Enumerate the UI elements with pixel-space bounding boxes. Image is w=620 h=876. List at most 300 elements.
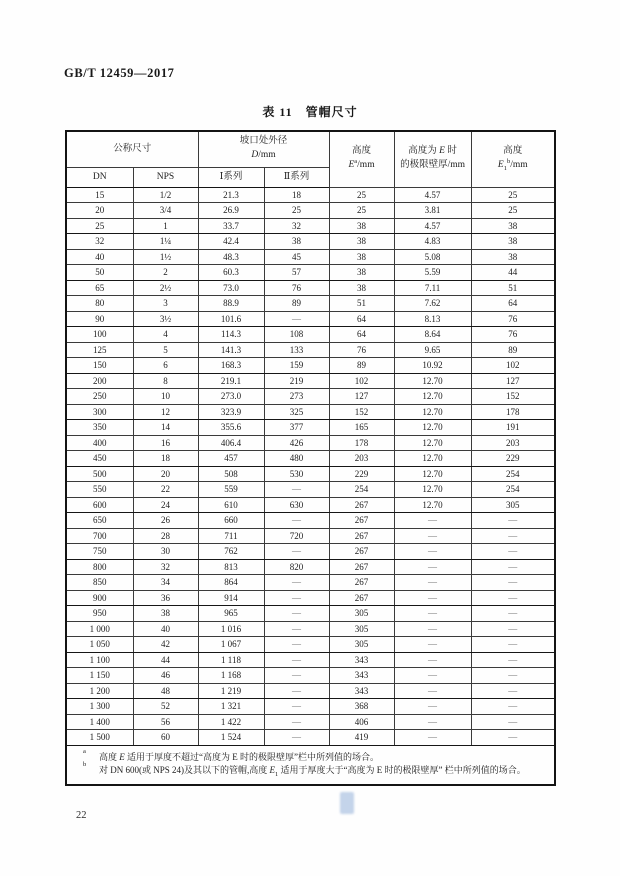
table-cell: 127: [329, 389, 394, 405]
table-cell: 6: [133, 358, 198, 374]
table-row: [66, 528, 555, 544]
table-cell: 406: [329, 714, 394, 730]
table-cell: 900: [66, 590, 133, 606]
table-cell: 38: [471, 218, 555, 234]
table-cell: 1 168: [198, 668, 264, 684]
table-cell: 12.70: [394, 466, 471, 482]
table-cell: —: [264, 590, 329, 606]
table-cell: 38: [329, 249, 394, 265]
table-row: [66, 451, 555, 467]
table-cell: 18: [264, 187, 329, 203]
table-row: [66, 373, 555, 389]
table-cell: —: [394, 544, 471, 560]
table-cell: —: [394, 606, 471, 622]
table-cell: 1½: [133, 249, 198, 265]
col-header-nominal-size: 公称尺寸: [66, 131, 198, 167]
table-cell: 1 118: [198, 652, 264, 668]
table-cell: 508: [198, 466, 264, 482]
table-cell: 850: [66, 575, 133, 591]
table-cell: —: [264, 606, 329, 622]
height-e1-unit: $E_1^b/mm$: [497, 158, 528, 173]
table-row: [66, 714, 555, 730]
table-cell: 300: [66, 404, 133, 420]
bevel-od-label: 坡口处外径: [239, 136, 288, 147]
height-e-label: 高度: [352, 146, 372, 157]
table-row: [66, 466, 555, 482]
table-cell: 305: [329, 606, 394, 622]
table-cell: 60: [133, 730, 198, 746]
table-row: [66, 668, 555, 684]
table-cell: 267: [329, 590, 394, 606]
table-cell: 76: [471, 327, 555, 343]
table-cell: 1/2: [133, 187, 198, 203]
table-cell: 950: [66, 606, 133, 622]
table-cell: —: [471, 714, 555, 730]
table-cell: 457: [198, 451, 264, 467]
table-cell: 914: [198, 590, 264, 606]
table-row: [66, 513, 555, 529]
table-cell: —: [471, 559, 555, 575]
table-row: [66, 187, 555, 203]
table-cell: 46: [133, 668, 198, 684]
table-cell: 450: [66, 451, 133, 467]
table-row: [66, 699, 555, 715]
table-body: [66, 187, 555, 745]
table-cell: 56: [133, 714, 198, 730]
table-cell: 25: [329, 203, 394, 219]
table-cell: 219: [264, 373, 329, 389]
table-cell: 864: [198, 575, 264, 591]
table-cell: 325: [264, 404, 329, 420]
table-row: [66, 389, 555, 405]
table-cell: —: [394, 668, 471, 684]
table-cell: —: [394, 575, 471, 591]
table-cell: 45: [264, 249, 329, 265]
watermark-blue-smudge: [340, 792, 354, 814]
table-cell: 89: [329, 358, 394, 374]
table-cell: 42: [133, 637, 198, 653]
table-cell: 1 524: [198, 730, 264, 746]
table-row: [66, 606, 555, 622]
table-cell: 660: [198, 513, 264, 529]
table-cell: 1 500: [66, 730, 133, 746]
table-cell: 3/4: [133, 203, 198, 219]
table-cell: 762: [198, 544, 264, 560]
table-cell: 800: [66, 559, 133, 575]
table-cell: 36: [133, 590, 198, 606]
table-cell: 38: [329, 234, 394, 250]
table-cell: 1 300: [66, 699, 133, 715]
table-cell: 530: [264, 466, 329, 482]
table-cell: 25: [66, 218, 133, 234]
table-cell: 3.81: [394, 203, 471, 219]
table-cell: 114.3: [198, 327, 264, 343]
table-cell: 12.70: [394, 404, 471, 420]
table-cell: 2½: [133, 280, 198, 296]
table-cell: 12.70: [394, 420, 471, 436]
table-cell: —: [394, 528, 471, 544]
table-cell: 127: [471, 373, 555, 389]
table-cell: 38: [471, 234, 555, 250]
table-cell: 711: [198, 528, 264, 544]
table-cell: 203: [329, 451, 394, 467]
dimensions-table: [65, 130, 556, 786]
table-cell: 323.9: [198, 404, 264, 420]
table-cell: 44: [133, 652, 198, 668]
table-cell: 273: [264, 389, 329, 405]
table-cell: —: [471, 668, 555, 684]
table-cell: 51: [471, 280, 555, 296]
table-row: [66, 280, 555, 296]
table-cell: 305: [329, 637, 394, 653]
table-cell: 5.59: [394, 265, 471, 281]
footnote-a: a 高度 E 适用于厚度不超过“高度为 E 时的极限壁厚”栏中所列值的场合。: [83, 747, 380, 762]
table-cell: —: [394, 730, 471, 746]
table-cell: 24: [133, 497, 198, 513]
table-cell: —: [471, 621, 555, 637]
table-cell: —: [471, 730, 555, 746]
table-cell: 76: [471, 311, 555, 327]
table-cell: —: [394, 590, 471, 606]
table-row: [66, 342, 555, 358]
table-cell: 25: [471, 203, 555, 219]
table-cell: 1: [133, 218, 198, 234]
table-cell: —: [471, 652, 555, 668]
table-cell: —: [264, 513, 329, 529]
table-row: [66, 637, 555, 653]
limit-thickness-line1: 高度为 E 时: [408, 146, 457, 157]
table-cell: 100: [66, 327, 133, 343]
table-cell: —: [471, 606, 555, 622]
table-cell: 12.70: [394, 451, 471, 467]
table-cell: —: [394, 559, 471, 575]
table-cell: 26: [133, 513, 198, 529]
table-cell: 273.0: [198, 389, 264, 405]
table-cell: 42.4: [198, 234, 264, 250]
standard-number: GB/T 12459—2017: [64, 66, 175, 80]
table-cell: 965: [198, 606, 264, 622]
table-cell: 20: [66, 203, 133, 219]
table-row: [66, 730, 555, 746]
table-cell: 9.65: [394, 342, 471, 358]
table-cell: 25: [329, 187, 394, 203]
page-number: 22: [76, 810, 87, 821]
table-cell: 8: [133, 373, 198, 389]
table-cell: 1 067: [198, 637, 264, 653]
table-cell: 191: [471, 420, 555, 436]
table-row: [66, 497, 555, 513]
table-cell: 90: [66, 311, 133, 327]
table-cell: 38: [133, 606, 198, 622]
table-cell: 1 400: [66, 714, 133, 730]
table-cell: 267: [329, 513, 394, 529]
table-row: [66, 621, 555, 637]
table-row: [66, 420, 555, 436]
table-cell: —: [471, 699, 555, 715]
table-cell: —: [394, 683, 471, 699]
table-cell: 65: [66, 280, 133, 296]
table-cell: 48: [133, 683, 198, 699]
table-cell: 650: [66, 513, 133, 529]
table-cell: 267: [329, 575, 394, 591]
table-cell: 38: [264, 234, 329, 250]
table-cell: 22: [133, 482, 198, 498]
table-cell: 1 016: [198, 621, 264, 637]
table-cell: 3: [133, 296, 198, 312]
table-cell: —: [471, 683, 555, 699]
table-cell: —: [264, 575, 329, 591]
col-header-height-e: [329, 131, 394, 187]
table-cell: 2: [133, 265, 198, 281]
table-cell: 89: [471, 342, 555, 358]
table-cell: 64: [329, 327, 394, 343]
table-cell: 343: [329, 652, 394, 668]
table-cell: 1 200: [66, 683, 133, 699]
table-cell: 38: [471, 249, 555, 265]
table-cell: 165: [329, 420, 394, 436]
table-cell: 16: [133, 435, 198, 451]
table-cell: 8.64: [394, 327, 471, 343]
table-row: [66, 575, 555, 591]
table-cell: 343: [329, 683, 394, 699]
table-cell: —: [264, 311, 329, 327]
table-cell: 102: [329, 373, 394, 389]
bevel-od-unit: D/mm: [251, 150, 276, 161]
table-cell: 40: [133, 621, 198, 637]
table-cell: 34: [133, 575, 198, 591]
table-cell: 1¼: [133, 234, 198, 250]
table-cell: 25: [471, 187, 555, 203]
table-cell: —: [264, 730, 329, 746]
table-cell: 7.11: [394, 280, 471, 296]
table-row: [66, 435, 555, 451]
table-cell: —: [394, 652, 471, 668]
table-cell: 630: [264, 497, 329, 513]
table-cell: 20: [133, 466, 198, 482]
table-cell: —: [471, 637, 555, 653]
table-cell: 350: [66, 420, 133, 436]
table-cell: 12.70: [394, 373, 471, 389]
table-cell: 4.57: [394, 187, 471, 203]
table-cell: 377: [264, 420, 329, 436]
table-cell: 48.3: [198, 249, 264, 265]
table-cell: 25: [264, 203, 329, 219]
table-cell: —: [394, 699, 471, 715]
table-cell: 38: [329, 280, 394, 296]
table-cell: 1 100: [66, 652, 133, 668]
table-cell: 150: [66, 358, 133, 374]
table-cell: 1 150: [66, 668, 133, 684]
table-cell: 125: [66, 342, 133, 358]
table-cell: 750: [66, 544, 133, 560]
table-cell: 1 321: [198, 699, 264, 715]
table-cell: 406.4: [198, 435, 264, 451]
table-cell: —: [471, 590, 555, 606]
table-cell: 108: [264, 327, 329, 343]
table-cell: 4.83: [394, 234, 471, 250]
table-cell: 30: [133, 544, 198, 560]
table-cell: 15: [66, 187, 133, 203]
table-cell: 152: [471, 389, 555, 405]
table-row: [66, 265, 555, 281]
table-cell: 254: [471, 482, 555, 498]
table-row: [66, 683, 555, 699]
col-header-dn: DN: [66, 167, 133, 187]
table-cell: 10.92: [394, 358, 471, 374]
table-cell: 813: [198, 559, 264, 575]
table-cell: —: [264, 652, 329, 668]
table-cell: 305: [471, 497, 555, 513]
table-row: [66, 327, 555, 343]
table-cell: 101.6: [198, 311, 264, 327]
table-cell: 12: [133, 404, 198, 420]
table-cell: 1 422: [198, 714, 264, 730]
table-cell: 1 050: [66, 637, 133, 653]
height-e1-label: 高度: [503, 146, 523, 157]
table-cell: 1 219: [198, 683, 264, 699]
table-cell: 267: [329, 559, 394, 575]
table-cell: 89: [264, 296, 329, 312]
table-row: [66, 296, 555, 312]
table-cell: —: [264, 714, 329, 730]
table-cell: 219.1: [198, 373, 264, 389]
table-cell: 32: [133, 559, 198, 575]
table-cell: 102: [471, 358, 555, 374]
table-cell: 51: [329, 296, 394, 312]
table-cell: —: [394, 637, 471, 653]
table-row: [66, 482, 555, 498]
table-cell: —: [394, 621, 471, 637]
table-cell: —: [264, 482, 329, 498]
table-cell: 12.70: [394, 482, 471, 498]
table-cell: 32: [264, 218, 329, 234]
col-header-nps: NPS: [133, 167, 198, 187]
table-cell: 4: [133, 327, 198, 343]
table-row: [66, 652, 555, 668]
table-cell: 80: [66, 296, 133, 312]
table-cell: —: [264, 544, 329, 560]
table-cell: 3½: [133, 311, 198, 327]
table-cell: —: [264, 621, 329, 637]
table-cell: 32: [66, 234, 133, 250]
limit-thickness-line2: 的极限壁厚/mm: [400, 160, 465, 171]
table-cell: 88.9: [198, 296, 264, 312]
table-cell: 229: [329, 466, 394, 482]
table-row: [66, 311, 555, 327]
table-cell: —: [264, 668, 329, 684]
table-row: [66, 234, 555, 250]
table-cell: 12.70: [394, 389, 471, 405]
table-cell: 229: [471, 451, 555, 467]
col-header-series1: Ⅰ系列: [198, 167, 264, 187]
table-cell: 254: [329, 482, 394, 498]
table-cell: 14: [133, 420, 198, 436]
table-cell: 203: [471, 435, 555, 451]
table-cell: 76: [264, 280, 329, 296]
table-cell: 559: [198, 482, 264, 498]
table-cell: 5: [133, 342, 198, 358]
table-cell: 4.57: [394, 218, 471, 234]
table-footnotes: [66, 745, 555, 785]
col-header-height-e1: [471, 131, 555, 187]
table-cell: 33.7: [198, 218, 264, 234]
table-cell: 426: [264, 435, 329, 451]
table-cell: 267: [329, 528, 394, 544]
table-cell: —: [471, 544, 555, 560]
table-cell: 26.9: [198, 203, 264, 219]
table-cell: 8.13: [394, 311, 471, 327]
footnote-b: b 对 DN 600(或 NPS 24)及其以下的管帽,高度 $E_1$ 适用于厚度大于“高度为 E 时的极限壁厚” 栏中所列值的场合。: [83, 761, 526, 779]
table-row: [66, 544, 555, 560]
table-cell: 50: [66, 265, 133, 281]
table-cell: 610: [198, 497, 264, 513]
table-cell: 38: [329, 265, 394, 281]
table-cell: 60.3: [198, 265, 264, 281]
table-row: [66, 590, 555, 606]
table-cell: 40: [66, 249, 133, 265]
table-cell: 73.0: [198, 280, 264, 296]
table-cell: —: [471, 575, 555, 591]
table-cell: 57: [264, 265, 329, 281]
table-row: [66, 404, 555, 420]
table-cell: 38: [329, 218, 394, 234]
table-cell: 343: [329, 668, 394, 684]
table-cell: 28: [133, 528, 198, 544]
table-cell: —: [471, 528, 555, 544]
table-row: [66, 218, 555, 234]
table-cell: 600: [66, 497, 133, 513]
col-header-series2: Ⅱ系列: [264, 167, 329, 187]
col-header-bevel-od: [198, 131, 329, 167]
table-cell: 178: [329, 435, 394, 451]
table-cell: 64: [329, 311, 394, 327]
table-row: [66, 358, 555, 374]
table-cell: 12.70: [394, 435, 471, 451]
table-cell: 168.3: [198, 358, 264, 374]
table-cell: 500: [66, 466, 133, 482]
table-cell: 1 000: [66, 621, 133, 637]
table-row: [66, 203, 555, 219]
table-cell: 152: [329, 404, 394, 420]
table-cell: —: [394, 714, 471, 730]
table-cell: —: [394, 513, 471, 529]
table-cell: 480: [264, 451, 329, 467]
table-cell: 267: [329, 497, 394, 513]
table-cell: —: [471, 513, 555, 529]
col-header-limit-thickness: [394, 131, 471, 187]
table-cell: 10: [133, 389, 198, 405]
table-row: [66, 249, 555, 265]
table-cell: —: [264, 699, 329, 715]
table-cell: 133: [264, 342, 329, 358]
table-cell: 159: [264, 358, 329, 374]
table-cell: 141.3: [198, 342, 264, 358]
height-e-unit: $E^a/mm$: [348, 158, 375, 171]
table-cell: 355.6: [198, 420, 264, 436]
table-cell: 720: [264, 528, 329, 544]
table-cell: —: [264, 683, 329, 699]
table-cell: 52: [133, 699, 198, 715]
table-cell: 254: [471, 466, 555, 482]
table-cell: 12.70: [394, 497, 471, 513]
table-cell: 44: [471, 265, 555, 281]
table-cell: 18: [133, 451, 198, 467]
table-row: [66, 559, 555, 575]
table-cell: 419: [329, 730, 394, 746]
table-cell: 5.08: [394, 249, 471, 265]
table-cell: 76: [329, 342, 394, 358]
table-cell: 64: [471, 296, 555, 312]
